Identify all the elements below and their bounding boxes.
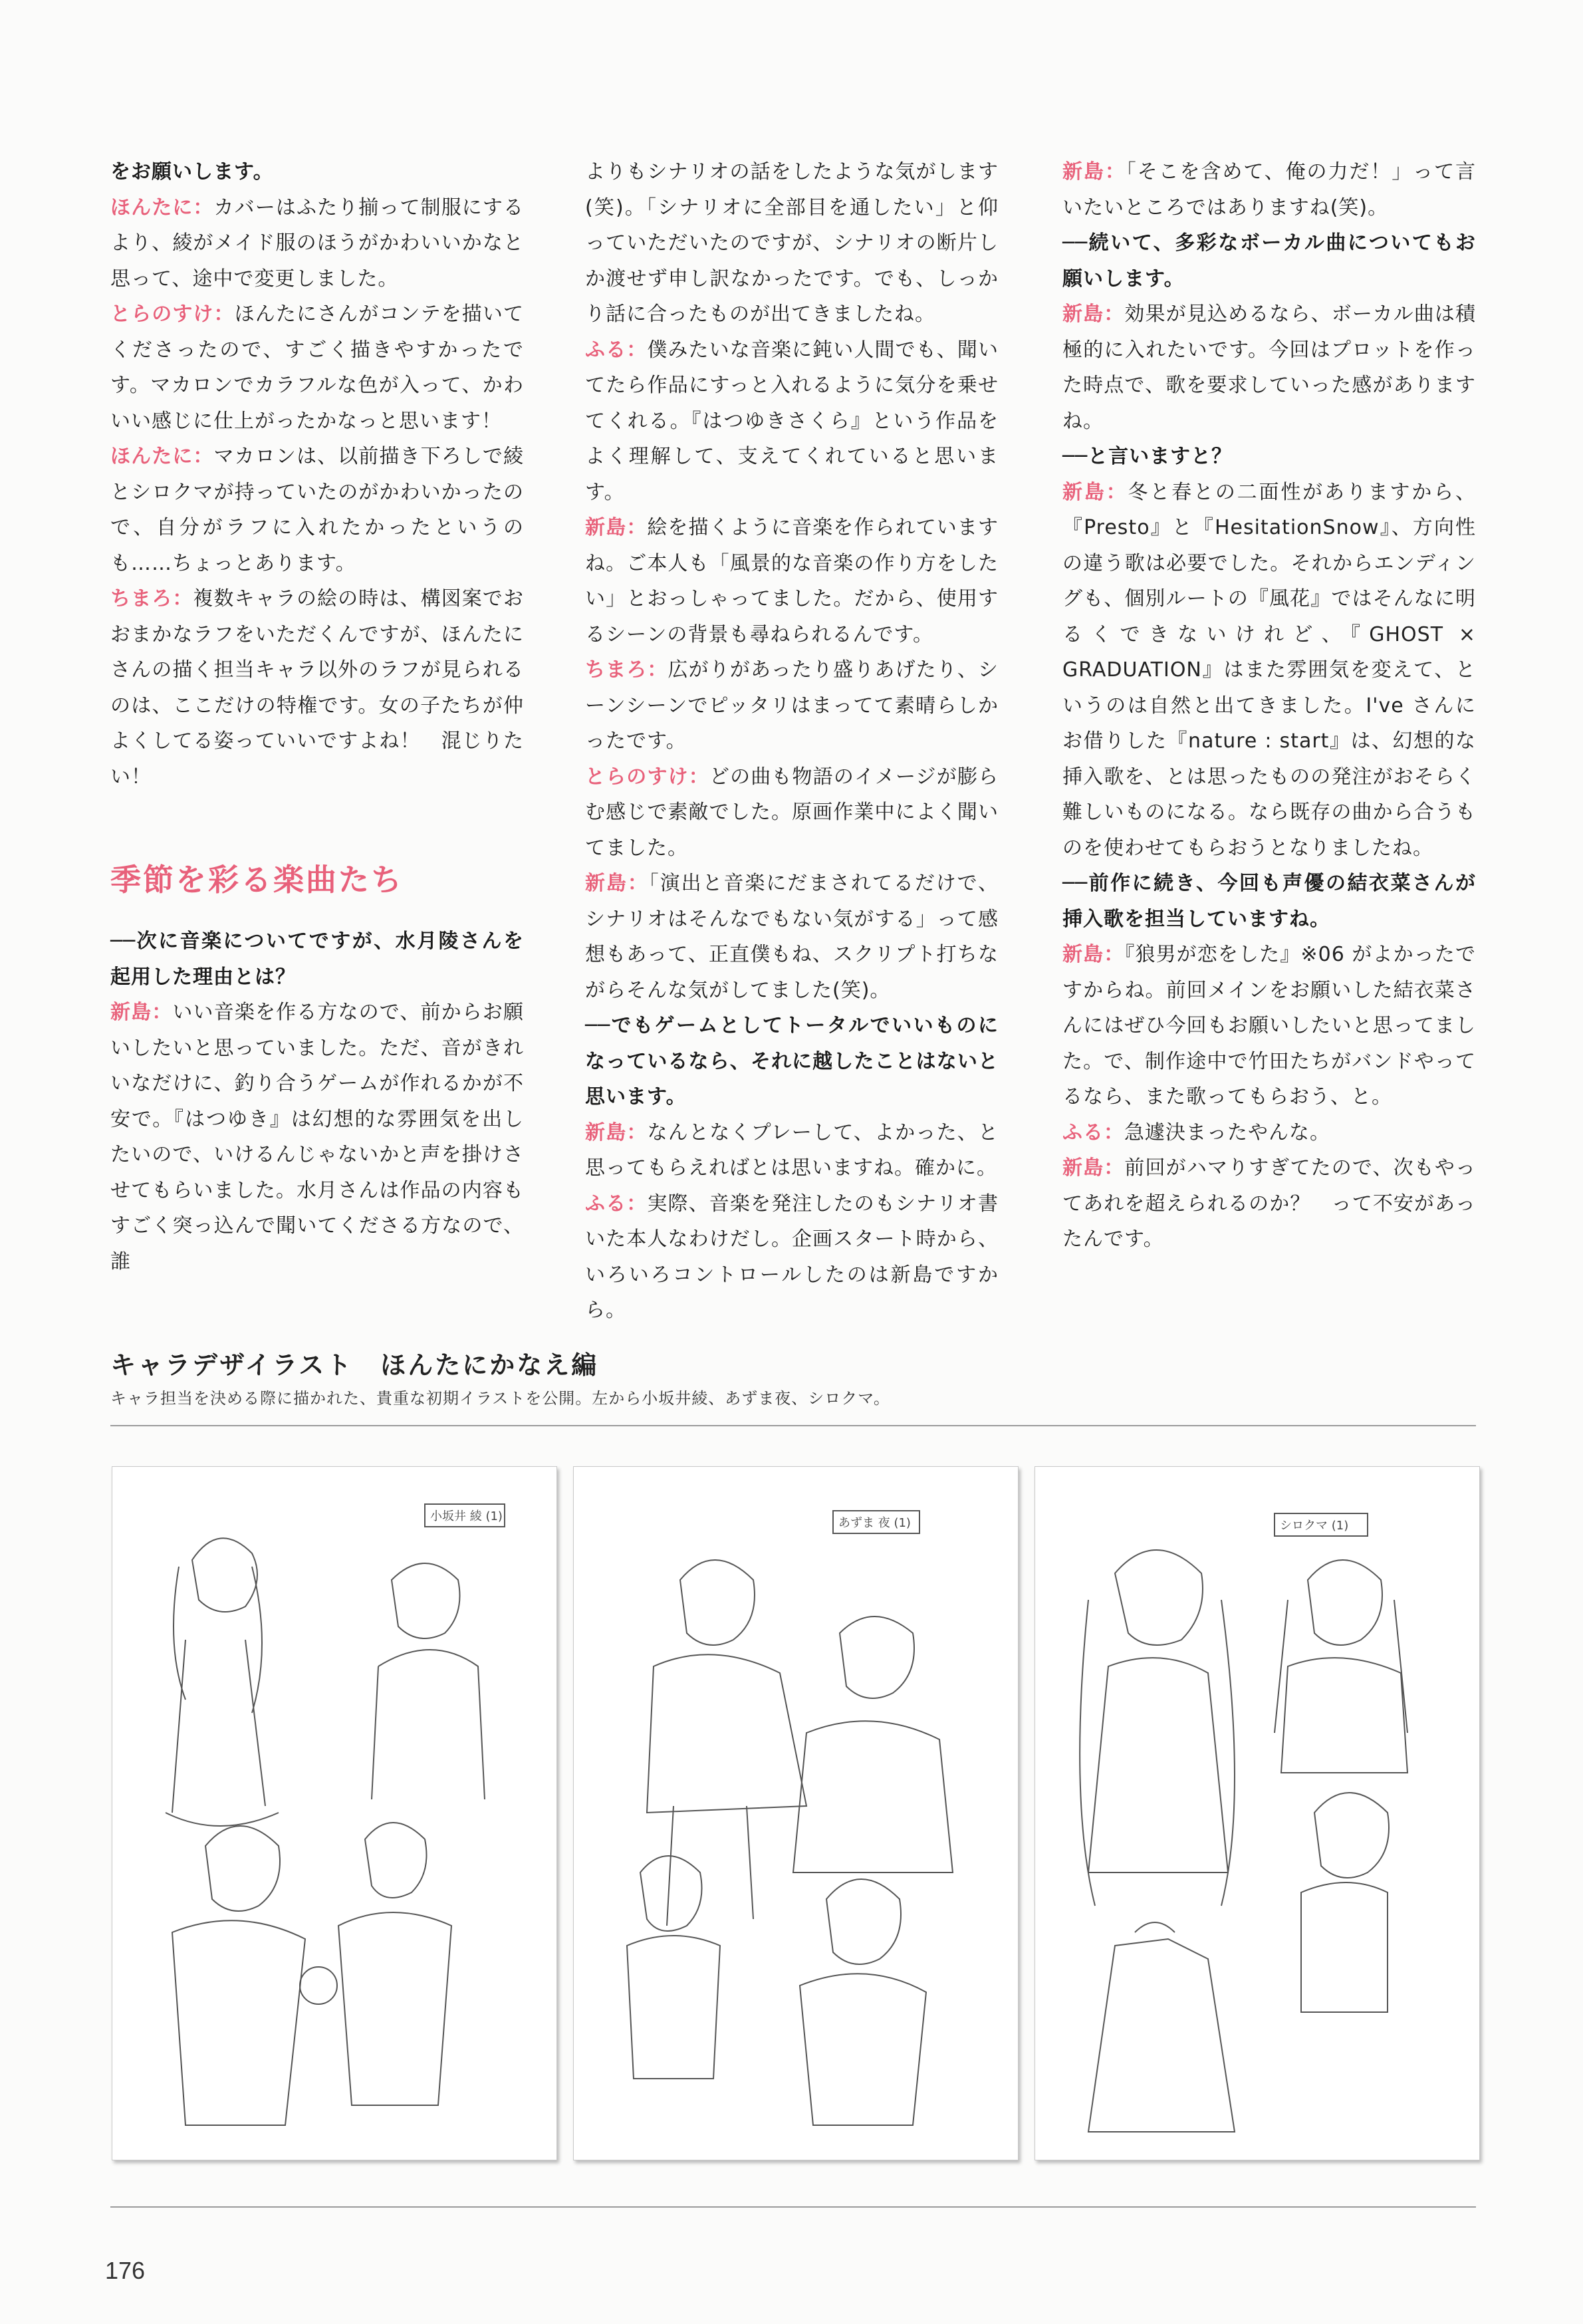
footer-divider xyxy=(110,2206,1476,2208)
sketch-label: 小坂井 綾 (1) xyxy=(430,1509,503,1523)
article-column-1 xyxy=(110,154,524,1279)
answer-text: カバーはふたり揃って制服にするより、綾がメイド服のほうがかわいいかなと思って、途中で変更しました。 xyxy=(110,195,525,291)
sketch-drawing-shirokuma xyxy=(1035,1467,1479,2160)
interview-answer xyxy=(585,652,999,759)
answer-text: 『狼男が恋をした』※06 がよかったですからね。前回メインをお願いした結衣菜さんにはぜひ今回もお願いしたいと思ってました。で、制作途中で竹田たちがバンドやってるなら、また歌ってもらおう、と。 xyxy=(1062,943,1476,1108)
interview-question: ──次に音楽についてですが、水月陵さんを起用した理由とは？ xyxy=(110,930,524,989)
answer-text: 僕みたいな音楽に鈍い人間でも、聞いてたら作品にすっと入れるように気分を乗せてくれる。『はつゆきさくら』という作品をよく理解して、支えてくれていると思います。 xyxy=(585,338,999,504)
speaker-name: ふる： xyxy=(1062,1120,1124,1144)
answer-text: いい音楽を作る方なので、前からお願いしたいと思っていました。ただ、音がきれいなだけに、釣り合うゲームが作れるかが不安で。『はつゆき』は幻想的な雰囲気を出したいので、いけるんじゃないかと声を掛けさせてもらいました。水月さんは作品の内容もすごく突っ込んで聞いてくださる方なので、誰 xyxy=(110,1001,525,1273)
article-column-2 xyxy=(585,154,999,1329)
speaker-name: 新島： xyxy=(585,516,648,539)
answer-text: 「演出と音楽にだまされてるだけで、シナリオはそんなでもない気がする」って感想もあって、正直僕もね、スクリプト打ちながらそんな気がしてました(笑)。 xyxy=(585,872,999,1002)
interview-answer xyxy=(110,439,524,581)
interview-answer xyxy=(1062,297,1476,439)
speaker-name: ふる： xyxy=(585,338,648,362)
answer-text: 複数キャラの絵の時は、構図案でおおまかなラフをいただくんですが、ほんたにさんの描く担当キャラ以外のラフが見られるのは、ここだけの特権です。女の子たちが仲よくしてる姿っていいですよね！ 混じりたい！ xyxy=(110,587,525,789)
interview-answer xyxy=(110,581,524,795)
speaker-name: 新島： xyxy=(585,872,649,895)
sketch-panel-yoru xyxy=(573,1466,1019,2160)
interview-question: ──でもゲームとしてトータルでいいものになっているなら、それに越したことはないと思います。 xyxy=(585,1014,999,1108)
speaker-name: 新島： xyxy=(1062,480,1128,504)
interview-answer xyxy=(1062,475,1476,866)
section-heading: 季節を彩る楽曲たち xyxy=(110,862,404,898)
illustration-caption-title: キャラデザイラスト ほんたにかなえ編 xyxy=(110,1351,599,1380)
sketch-label: あずま 夜 (1) xyxy=(838,1516,911,1530)
speaker-name: ふる： xyxy=(585,1192,648,1216)
answer-text: 絵を描くように音楽を作られていますね。ご本人も「風景的な音楽の作り方をしたい」とおっしゃってました。だから、使用するシーンの背景も尋ねられるんです。 xyxy=(585,516,999,646)
speaker-name: 新島： xyxy=(1062,943,1125,966)
answer-text: 「そこを含めて、俺の力だ！」って言いたいところではありますね(笑)。 xyxy=(1062,160,1476,219)
interview-answer xyxy=(1062,154,1476,225)
interview-question: ──続いて、多彩なボーカル曲についてもお願いします。 xyxy=(1062,231,1476,291)
interview-answer xyxy=(110,995,524,1279)
speaker-name: ほんたに： xyxy=(110,195,214,219)
speaker-name: ちまろ： xyxy=(110,587,193,610)
speaker-name: とらのすけ： xyxy=(585,765,709,789)
sketch-drawing-ayane xyxy=(112,1467,556,2160)
sketch-panel-ayane xyxy=(112,1466,557,2160)
speaker-name: とらのすけ： xyxy=(110,303,235,326)
speaker-name: 新島： xyxy=(1062,160,1126,184)
answer-text: どの曲も物語のイメージが膨らむ感じで素敵でした。原画作業中によく聞いてました。 xyxy=(585,765,999,860)
answer-text: ほんたにさんがコンテを描いてくださったので、すごく描きやすかったです。マカロンでカラフルな色が入って、かわいい感じに仕上がったかなっと思います！ xyxy=(110,303,525,433)
sketch-panel-shirokuma xyxy=(1035,1466,1480,2160)
speaker-name: 新島： xyxy=(585,1120,648,1144)
answer-text: なんとなくプレーして、よかった、と思ってもらえればとは思いますね。確かに。 xyxy=(585,1120,999,1180)
answer-text: マカロンは、以前描き下ろしで綾とシロクマが持っていたのがかわいかったので、自分がラフに入れたかったというのも……ちょっとあります。 xyxy=(110,445,525,575)
interview-answer xyxy=(1062,1150,1476,1257)
interview-answer xyxy=(585,510,999,652)
caption-divider xyxy=(110,1425,1476,1426)
interview-answer xyxy=(1062,1115,1476,1151)
answer-text: 前回がハマりすぎてたので、次もやってあれを超えられるのか？ って不安があったんです。 xyxy=(1062,1156,1477,1251)
sketch-drawing-yoru xyxy=(574,1467,1018,2160)
sketch-label: シロクマ (1) xyxy=(1280,1519,1349,1533)
speaker-name: 新島： xyxy=(1062,303,1125,326)
interview-answer xyxy=(585,1115,999,1186)
interview-answer xyxy=(585,759,999,866)
answer-text: 広がりがあったり盛りあげたり、シーンシーンでピッタリはまってて素晴らしかったです。 xyxy=(585,658,999,753)
page-number: 176 xyxy=(105,2257,146,2284)
speaker-name: 新島： xyxy=(1062,1156,1125,1180)
speaker-name: ほんたに： xyxy=(110,445,214,468)
speaker-name: ちまろ： xyxy=(585,658,668,682)
article-column-3 xyxy=(1062,154,1476,1257)
answer-text: 効果が見込めるなら、ボーカル曲は積極的に入れたいです。今回はプロットを作った時点で、歌を要求していった感があります ね。 xyxy=(1062,303,1477,433)
interview-answer xyxy=(110,190,524,297)
speaker-name: 新島： xyxy=(110,1001,173,1024)
interview-answer xyxy=(585,1186,999,1329)
interview-answer xyxy=(110,297,524,439)
answer-text: 急遽決まったやんな。 xyxy=(1124,1120,1330,1144)
interview-answer xyxy=(585,866,999,1008)
body-text: よりもシナリオの話をしたような気がします(笑)。「シナリオに全部目を通したい」と仰っていただいたのですが、シナリオの断片しか渡せず申し訳なかったです。でも、しっかり話に合ったものが出てきましたね。 xyxy=(585,160,999,326)
answer-text: 実際、音楽を発注したのもシナリオ書いた本人なわけだし。企画スタート時から、いろいろコントロールしたのは新島ですから。 xyxy=(585,1192,999,1322)
illustration-caption-subtitle: キャラ担当を決める際に描かれた、貴重な初期イラストを公開。左から小坂井綾、あずま夜、シロクマ。 xyxy=(110,1389,890,1408)
answer-text: 冬と春との二面性がありますから、『Presto』と『HesitationSnow』、方向性の違う歌は必要でした。それからエンディングも、個別ルートの『風花』ではそんなに明るくできないけれど、『GHOST × GRADUATION』はまた雰囲気を変えて、というのは自然と出てきました。I've さんにお借りした『nature : start』は、幻想的な挿入歌を、とは思ったものの発注がおそらく難しいものになる。なら既存の曲から合うものを使わせてもらおうとなりましたね。 xyxy=(1062,480,1476,860)
interview-question: ──と言いますと？ xyxy=(1062,445,1233,468)
interview-question: ──前作に続き、今回も声優の結衣菜さんが挿入歌を担当していますね。 xyxy=(1062,872,1476,931)
interview-question: をお願いします。 xyxy=(110,160,274,184)
interview-answer xyxy=(585,332,999,511)
interview-answer xyxy=(1062,937,1476,1115)
